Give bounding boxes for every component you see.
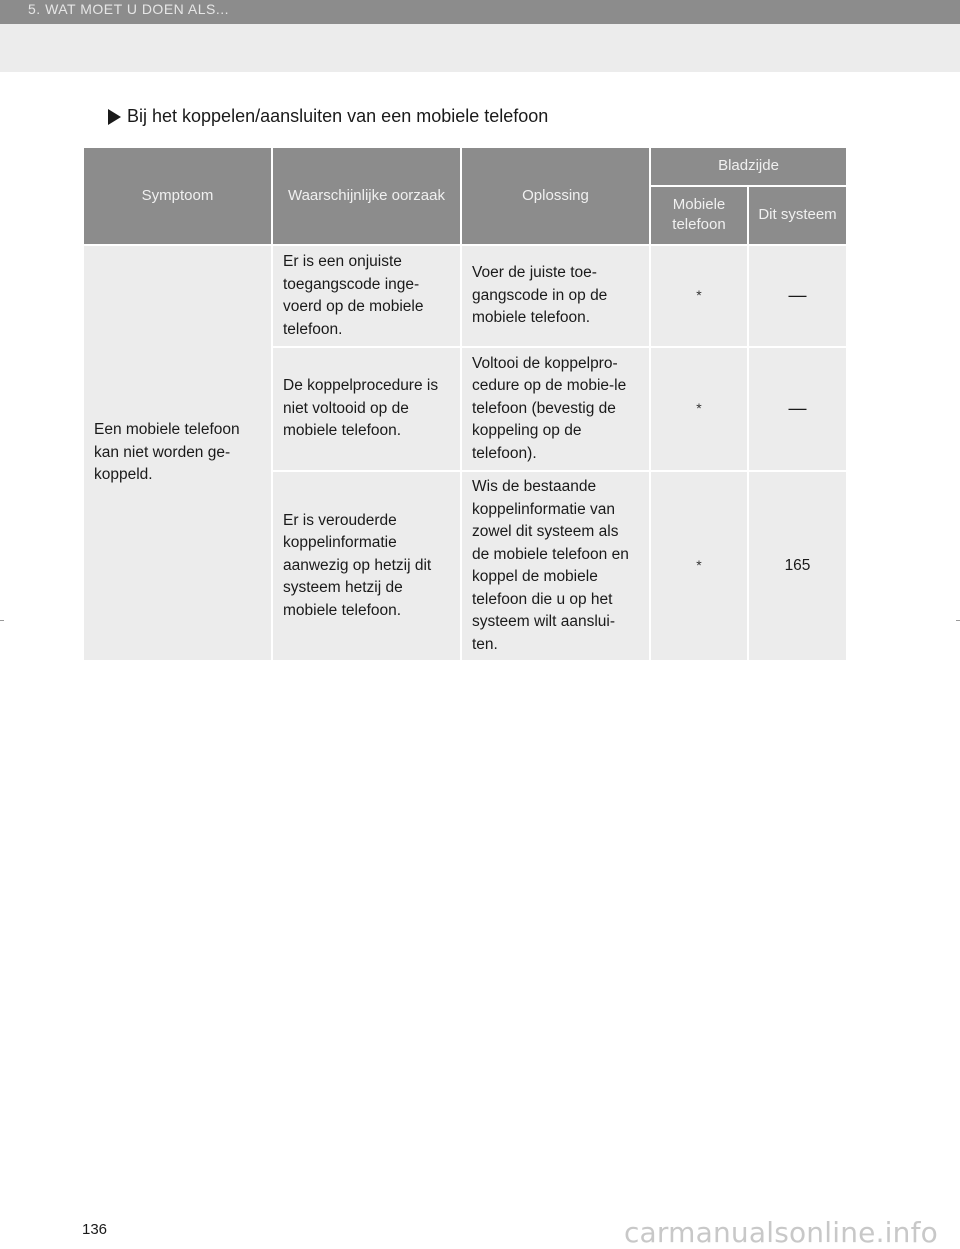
triangle-bullet-icon (108, 109, 121, 125)
solution-cell: Wis de bestaande koppelinformatie van zowel dit systeem als de mobiele telefoon en koppel de mobiele telefoon die u op het systeem wilt aanslui-ten. (461, 471, 650, 661)
asterisk-mark: * (696, 557, 702, 574)
header-oplossing: Oplossing (461, 147, 650, 245)
asterisk-mark: * (696, 400, 702, 417)
header-symptoom: Symptoom (83, 147, 272, 245)
page-system-cell (748, 245, 847, 347)
page-phone-cell (650, 471, 748, 661)
header-bladzijde: Bladzijde (650, 147, 847, 186)
symptom-cell: Een mobiele telefoon kan niet worden ge-koppeld. (83, 245, 272, 661)
dash-mark: — (788, 284, 807, 305)
page-system-cell (748, 347, 847, 471)
section-heading (108, 106, 548, 127)
dash-mark: — (788, 397, 807, 418)
solution-cell: Voer de juiste toe-gangscode in op de mobiele telefoon. (461, 245, 650, 347)
troubleshooting-table (82, 146, 848, 662)
header-dit-systeem: Dit systeem (748, 186, 847, 245)
header-oorzaak: Waarschijnlijke oorzaak (272, 147, 461, 245)
solution-cell: Voltooi de koppelpro-cedure op de mobie-le telefoon (bevestig de koppeling op de telefoon). (461, 347, 650, 471)
table-row (83, 245, 847, 347)
crop-mark-left (0, 620, 4, 621)
page-number: 136 (82, 1221, 108, 1238)
page-phone-cell (650, 347, 748, 471)
page-number-ref: 165 (784, 556, 811, 574)
chapter-header-bar (0, 0, 960, 24)
cause-cell: Er is verouderde koppelinformatie aanwezig op hetzij dit systeem hetzij de mobiele telefoon. (272, 471, 461, 661)
header-mobiele-telefoon: Mobiele telefoon (650, 186, 748, 245)
section-title: Bij het koppelen/aansluiten van een mobiele telefoon (127, 106, 549, 126)
header-band (0, 24, 960, 72)
watermark: carmanualsonline.info (623, 1216, 938, 1249)
page-system-cell (748, 471, 847, 661)
chapter-title: 5. WAT MOET U DOEN ALS... (28, 1, 230, 17)
crop-mark-right (956, 620, 960, 621)
page-phone-cell (650, 245, 748, 347)
cause-cell: Er is een onjuiste toegangscode inge-voerd op de mobiele telefoon. (272, 245, 461, 347)
asterisk-mark: * (696, 287, 702, 304)
cause-cell: De koppelprocedure is niet voltooid op de mobiele telefoon. (272, 347, 461, 471)
